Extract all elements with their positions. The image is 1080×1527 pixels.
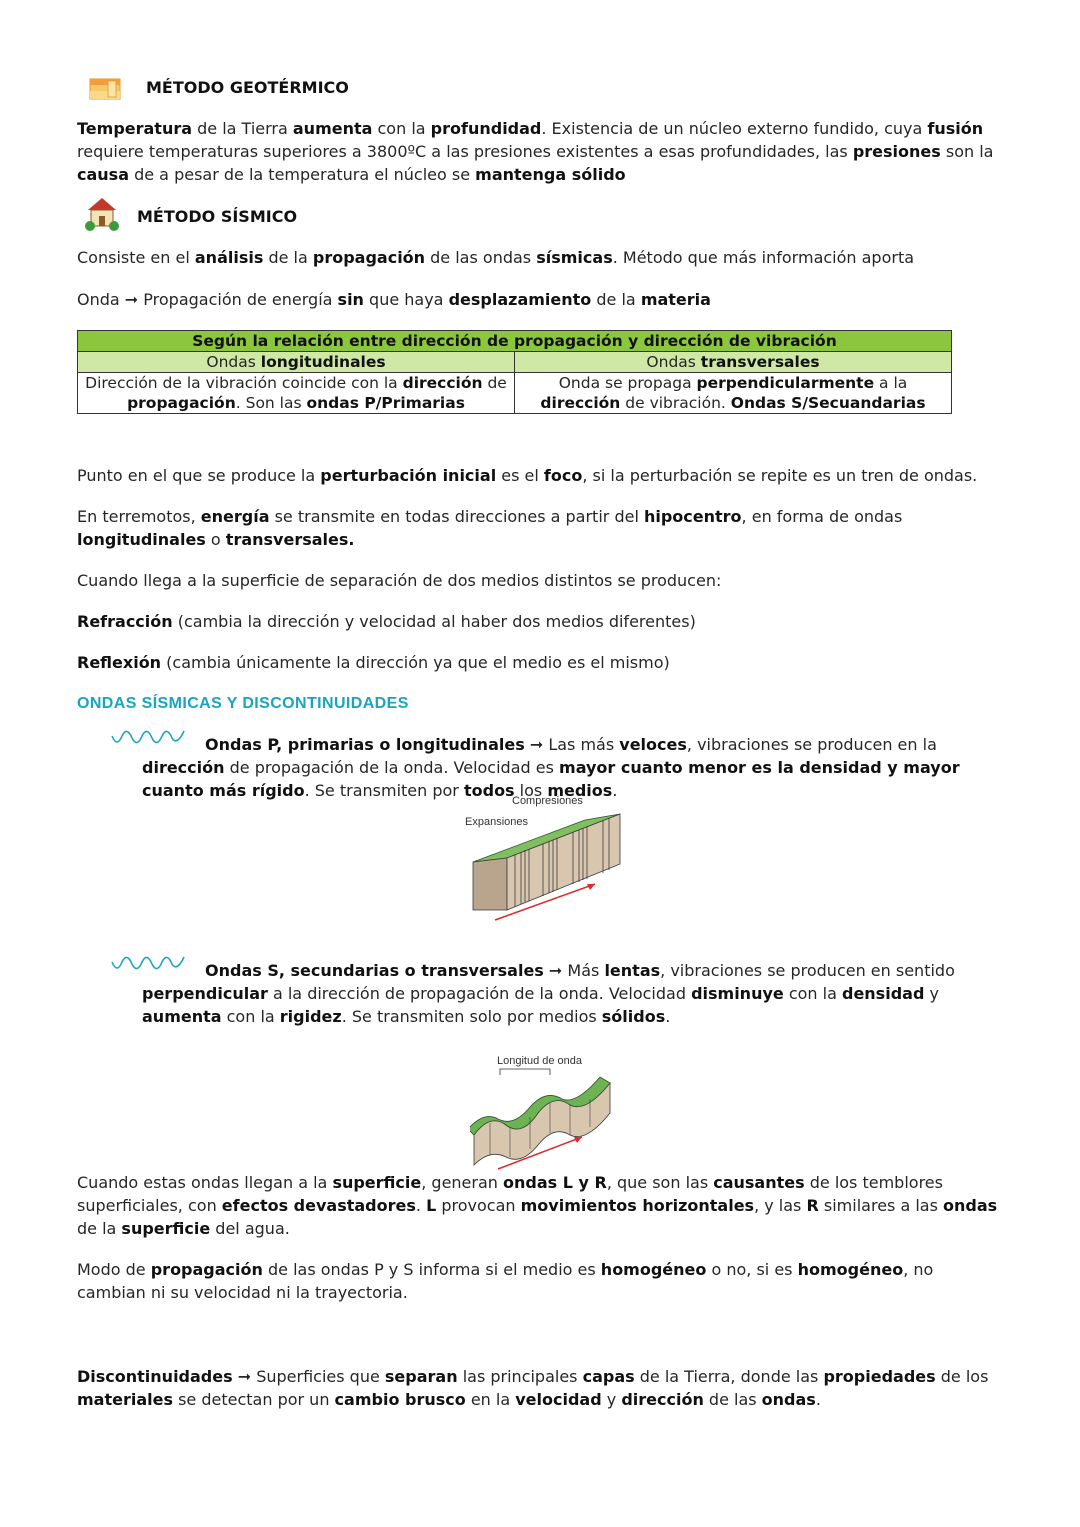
bold-run: homogéneo	[797, 1260, 904, 1279]
superficie-paragraph: Cuando llega a la superficie de separación de dos medios distintos se producen:	[77, 571, 722, 590]
bold-run: longitudinales	[77, 530, 206, 549]
bold-run: R	[806, 1196, 819, 1215]
ondas-section-title: ONDAS SÍSMICAS Y DISCONTINUIDADES	[77, 695, 409, 712]
house-icon	[85, 196, 119, 232]
p-wave-figure	[455, 792, 635, 922]
bold-run: materiales	[77, 1390, 173, 1409]
bold-run: todos	[463, 781, 515, 800]
bold-run: medios	[547, 781, 613, 800]
bold-run: aumenta	[292, 119, 373, 138]
bold-run: disminuye	[691, 984, 784, 1003]
bold-run: profundidad	[430, 119, 542, 138]
modo-paragraph: Modo de propagación de las ondas P y S informa si el medio es homogéneo o no, si es homogéneo, no cambian ni su velocidad ni la trayectoria.	[77, 1260, 934, 1302]
bold-run: lentas	[604, 961, 661, 980]
bold-run: Ondas P, primarias o longitudinales	[205, 735, 525, 754]
bold-run: veloces	[619, 735, 687, 754]
bold-run: fusión	[927, 119, 984, 138]
table-header: Según la relación entre dirección de propagación y dirección de vibración	[78, 331, 952, 352]
bold-run: ondas	[943, 1196, 998, 1215]
bold-run: superficie	[121, 1219, 211, 1238]
bold-run: movimientos horizontales	[520, 1196, 755, 1215]
bold-run: dirección	[540, 394, 621, 412]
p-figure-label-compresiones: Compresiones	[512, 795, 583, 807]
bold-run: aumenta	[142, 1007, 222, 1026]
p-waves-paragraph: Ondas P, primarias o longitudinales ➞ Las más veloces, vibraciones se producen en la dirección de propagación de la onda. Velocidad es mayor cuanto menor es la densidad y mayor cuanto más rígido. Se transmiten por todos los medios.	[142, 735, 960, 800]
bold-run: análisis	[194, 248, 264, 267]
table-col2-text: Onda se propaga perpendicularmente a la dirección de vibración. Ondas S/Secuandarias	[515, 373, 952, 414]
bold-run: Ondas S, secundarias o transversales	[205, 961, 544, 980]
bold-run: Temperatura	[77, 119, 193, 138]
table-col1-text: Dirección de la vibración coincide con la dirección de propagación. Son las ondas P/Primarias	[78, 373, 515, 414]
bold-run: perpendicular	[142, 984, 268, 1003]
bold-run: desplazamiento	[448, 290, 592, 309]
bold-run: propiedades	[823, 1367, 936, 1386]
sismico-p1: Consiste en el análisis de la propagación de las ondas sísmicas. Método que más información aporta	[77, 248, 915, 267]
bold-run: ondas	[761, 1390, 816, 1409]
bold-run: Discontinuidades	[77, 1367, 233, 1386]
bold-run: densidad	[841, 984, 925, 1003]
bold-run: dirección	[142, 758, 225, 777]
bold-run: propagación	[312, 248, 426, 267]
bold-run: propagación	[127, 394, 236, 412]
lr-waves-paragraph: Cuando estas ondas llegan a la superficie, generan ondas L y R, que son las causantes de los temblores superficiales, con efectos devastadores. L provocan movimientos horizontales, y las R similares a las ondas de la superficie del agua.	[77, 1173, 998, 1238]
bold-run: longitudinales	[260, 353, 386, 371]
table-col2-title: Ondas transversales	[515, 352, 952, 373]
bold-run: hipocentro	[643, 507, 742, 526]
bold-run: sólidos	[601, 1007, 666, 1026]
bold-run: energía	[200, 507, 270, 526]
geotermico-text: Temperatura de la Tierra aumenta con la profundidad. Existencia de un núcleo externo fundido, cuya fusión requiere temperaturas superiores a 3800ºC a las presiones existentes a esas profundidades, las presiones son la causa de a pesar de la temperatura el núcleo se mantenga sólido	[77, 119, 994, 184]
bold-run: sin	[337, 290, 364, 309]
bold-run: Reflexión	[77, 653, 162, 672]
bold-run: perpendicularmente	[696, 374, 875, 392]
bold-run: transversales.	[225, 530, 355, 549]
bold-run: separan	[384, 1367, 458, 1386]
s-wave-figure	[470, 1053, 620, 1173]
bold-run: ondas P/Primarias	[306, 394, 465, 412]
bold-run: superficie	[332, 1173, 422, 1192]
thermometer-icon	[88, 77, 124, 101]
bold-run: dirección	[621, 1390, 704, 1409]
bold-run: presiones	[852, 142, 941, 161]
bold-run: rigidez	[279, 1007, 342, 1026]
terremotos-paragraph: En terremotos, energía se transmite en todas direcciones a partir del hipocentro, en forma de ondas longitudinales o transversales.	[77, 507, 903, 549]
bold-run: propagación	[150, 1260, 263, 1279]
bold-run: sísmicas	[536, 248, 613, 267]
s-waves-paragraph: Ondas S, secundarias o transversales ➞ Más lentas, vibraciones se producen en sentido perpendicular a la dirección de propagación de la onda. Velocidad disminuye con la densidad y aumenta con la rigidez. Se transmiten solo por medios sólidos.	[142, 961, 955, 1026]
geotermico-title: MÉTODO GEOTÉRMICO	[146, 78, 349, 97]
bold-run: cambio brusco	[334, 1390, 466, 1409]
discontinuidades-paragraph: Discontinuidades ➞ Superficies que separan las principales capas de la Tierra, donde las propiedades de los materiales se detectan por un cambio brusco en la velocidad y dirección de las ondas.	[77, 1367, 989, 1409]
bold-run: homogéneo	[600, 1260, 707, 1279]
wave-types-table	[77, 330, 952, 414]
bold-run: Refracción	[77, 612, 173, 631]
bold-run: mayor cuanto menor es la densidad y mayor cuanto más rígido	[142, 758, 960, 800]
bold-run: velocidad	[515, 1390, 602, 1409]
bold-run: causantes	[713, 1173, 805, 1192]
bold-run: perturbación inicial	[320, 466, 497, 485]
foco-paragraph: Punto en el que se produce la perturbación inicial es el foco, si la perturbación se repite es un tren de ondas.	[77, 466, 978, 485]
sismico-p2: Onda ➞ Propagación de energía sin que haya desplazamiento de la materia	[77, 290, 711, 309]
bold-run: causa	[77, 165, 129, 184]
bold-run: efectos devastadores	[221, 1196, 416, 1215]
bold-run: Ondas S/Secuandarias	[730, 394, 926, 412]
sismico-title: MÉTODO SÍSMICO	[137, 207, 298, 226]
bold-run: capas	[582, 1367, 635, 1386]
bold-run: L	[426, 1196, 437, 1215]
bold-run: foco	[543, 466, 583, 485]
bold-run: materia	[640, 290, 711, 309]
s-figure-label-longitud: Longitud de onda	[497, 1055, 583, 1067]
p-figure-label-expansiones: Expansiones	[465, 816, 528, 828]
bold-run: dirección	[402, 374, 483, 392]
bold-run: mantenga sólido	[475, 165, 626, 184]
table-col1-title: Ondas longitudinales	[78, 352, 515, 373]
bold-run: ondas L y R	[503, 1173, 607, 1192]
reflexion-paragraph: Reflexión (cambia únicamente la dirección ya que el medio es el mismo)	[77, 653, 670, 672]
refraccion-paragraph: Refracción (cambia la dirección y velocidad al haber dos medios diferentes)	[77, 612, 696, 631]
bold-run: transversales	[700, 353, 820, 371]
